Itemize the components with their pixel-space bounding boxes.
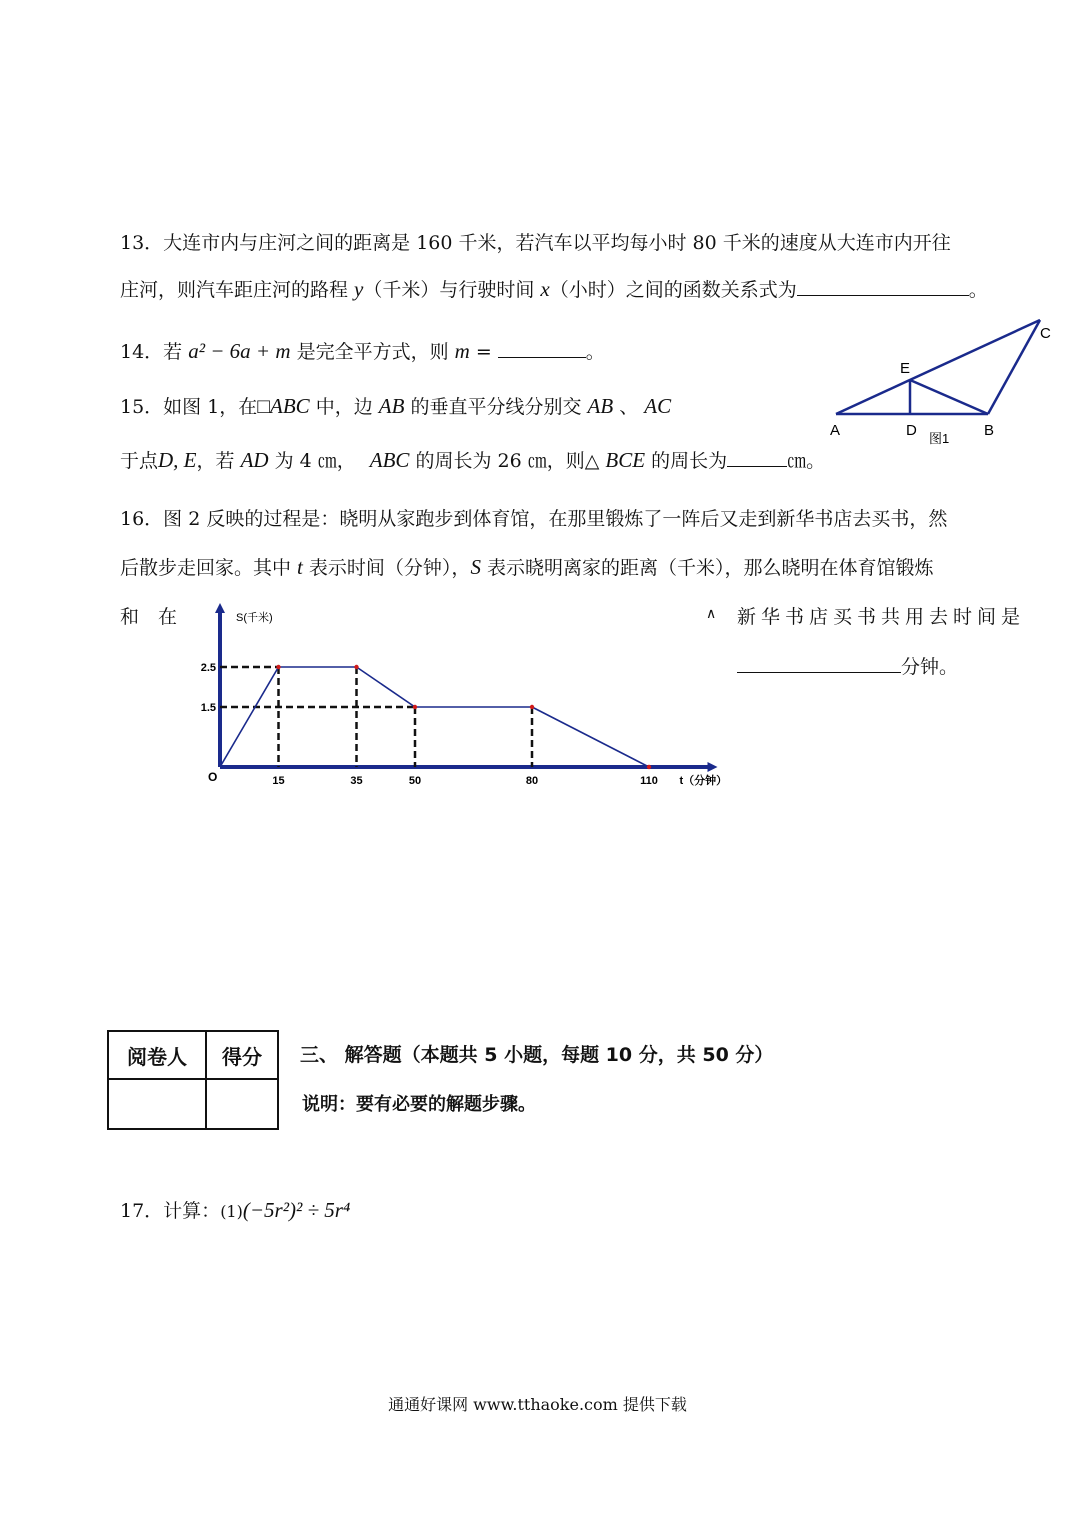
q15-text: 的周长为 26 ㎝，则△ bbox=[409, 450, 606, 472]
series-segment bbox=[357, 667, 416, 707]
q13-end: 。 bbox=[968, 279, 988, 301]
data-point bbox=[354, 665, 358, 669]
q15-line1 bbox=[120, 392, 671, 419]
q16-line4 bbox=[737, 652, 958, 679]
q13-text: （千米）与行驶时间 bbox=[363, 279, 541, 301]
section-3-note: 说明：要有必要的解题步骤。 bbox=[302, 1094, 536, 1115]
q15-text: ，若 bbox=[196, 450, 241, 472]
footer-credit: 通通好课网 www.tthaoke.com 提供下载 bbox=[388, 1395, 687, 1414]
caret-mark: ∧ bbox=[706, 606, 717, 622]
q15-text: 为 4 ㎝， bbox=[268, 450, 356, 472]
data-point bbox=[530, 705, 534, 709]
q15-text: 中，边 bbox=[309, 396, 379, 418]
label-c: C bbox=[1040, 325, 1051, 342]
label-e: E bbox=[900, 360, 911, 377]
score-cell[interactable] bbox=[206, 1079, 278, 1129]
x-axis-label: t（分钟） bbox=[679, 775, 728, 787]
q14-expression: a² − 6a + m bbox=[188, 339, 291, 363]
triangle-bce: BCE bbox=[605, 448, 646, 472]
segment-be bbox=[910, 380, 988, 414]
figure-1-triangle bbox=[820, 312, 1060, 452]
var-x: x bbox=[540, 277, 550, 301]
x-tick-label: 35 bbox=[350, 775, 363, 787]
q14-text: 14．若 bbox=[120, 341, 189, 363]
q16-text: 后散步走回家。其中 bbox=[120, 557, 298, 579]
y-axis-arrow bbox=[215, 603, 225, 613]
label-d: D bbox=[906, 422, 917, 439]
q15-separator: 、 bbox=[613, 396, 645, 418]
var-s: S bbox=[470, 555, 481, 579]
q13-text: 庄河，则汽车距庄河的路程 bbox=[120, 279, 355, 301]
q16-text: 表示晓明离家的距离（千米），那么晓明在体育馆锻炼 bbox=[480, 557, 934, 579]
q16-end: 分钟。 bbox=[901, 656, 959, 678]
x-tick-label: 50 bbox=[408, 775, 422, 787]
points-de: D, E bbox=[158, 448, 197, 472]
x-tick-label: 80 bbox=[525, 775, 539, 787]
segment-ad-text: AD bbox=[240, 448, 269, 472]
label-a: A bbox=[830, 422, 841, 439]
q17-text: 17．计算： bbox=[120, 1200, 221, 1222]
q17-item-number: (1) bbox=[220, 1202, 243, 1221]
q15-text: 的周长为 bbox=[645, 450, 728, 472]
q16-line2 bbox=[120, 553, 933, 580]
triangle-lines bbox=[836, 320, 1040, 414]
label-b: B bbox=[984, 422, 995, 439]
q13-line2 bbox=[120, 275, 988, 302]
x-tick-label: 110 bbox=[640, 775, 658, 787]
q15-unit: ㎝。 bbox=[787, 450, 826, 472]
header-score: 得分 bbox=[206, 1031, 278, 1079]
fig1-caption: 图1 bbox=[929, 431, 950, 446]
q16-line3-right: 新华书店买书共用去时间是 bbox=[737, 606, 1026, 628]
q13-line1: 13．大连市内与庄河之间的距离是 160 千米，若汽车以平均每小时 80 千米的速度从大连市内开往 bbox=[120, 232, 951, 254]
figure-2-chart bbox=[190, 592, 730, 792]
segment-ab-text: AB bbox=[587, 394, 614, 418]
q14-text: 是完全平方式，则 bbox=[290, 341, 455, 363]
data-point bbox=[413, 705, 417, 709]
triangle-abc-2: ABC bbox=[369, 448, 410, 472]
q17-line bbox=[120, 1196, 350, 1223]
q16-text: 表示时间（分钟）， bbox=[302, 557, 471, 579]
data-point bbox=[276, 665, 280, 669]
answer-blank-q13[interactable] bbox=[797, 277, 969, 296]
y-tick-label: 1.5 bbox=[200, 702, 216, 714]
q15-line2 bbox=[120, 446, 825, 473]
q16-line3-left: 和 在 bbox=[120, 606, 178, 628]
q15-text: 于点 bbox=[120, 450, 159, 472]
q16-line1: 16．图 2 反映的过程是：晓明从家跑步到体育馆，在那里锻炼了一阵后又走到新华书店去买书，然 bbox=[120, 508, 948, 530]
y-axis-label: S(千米) bbox=[236, 612, 273, 624]
grader-cell[interactable] bbox=[108, 1079, 206, 1129]
var-m: m bbox=[454, 339, 470, 363]
y-tick-label: 2.5 bbox=[200, 662, 216, 674]
header-grader: 阅卷人 bbox=[108, 1031, 206, 1079]
data-point bbox=[647, 765, 651, 769]
score-table bbox=[107, 1030, 279, 1130]
series-segment bbox=[220, 667, 279, 767]
answer-blank-q16[interactable] bbox=[737, 654, 901, 673]
q15-text: 的垂直平分线分别交 bbox=[404, 396, 588, 418]
q14-end: 。 bbox=[585, 341, 605, 363]
q17-expression: (−5r²)² ÷ 5r⁴ bbox=[242, 1198, 351, 1222]
x-axis-arrow bbox=[708, 762, 718, 772]
q15-text: 15．如图 1，在 bbox=[120, 396, 258, 418]
segment-ac bbox=[836, 320, 1040, 414]
q14-equals: = bbox=[469, 341, 498, 363]
x-tick-label: 15 bbox=[272, 775, 285, 787]
segment-bc bbox=[988, 320, 1040, 414]
answer-blank-q14[interactable] bbox=[498, 339, 586, 358]
segment-ab-text: AB bbox=[378, 394, 405, 418]
q13-text: （小时）之间的函数关系式为 bbox=[549, 279, 797, 301]
var-y: y bbox=[354, 277, 364, 301]
series-segment bbox=[532, 707, 649, 767]
section-3-title: 三、 解答题（本题共 5 小题，每题 10 分，共 50 分） bbox=[300, 1044, 774, 1066]
origin-label: O bbox=[208, 770, 218, 784]
segment-ac-text: AC bbox=[644, 394, 672, 418]
var-t: t bbox=[297, 555, 303, 579]
triangle-abc: □ABC bbox=[257, 394, 310, 418]
q14-line bbox=[120, 337, 605, 364]
answer-blank-q15[interactable] bbox=[727, 448, 787, 467]
